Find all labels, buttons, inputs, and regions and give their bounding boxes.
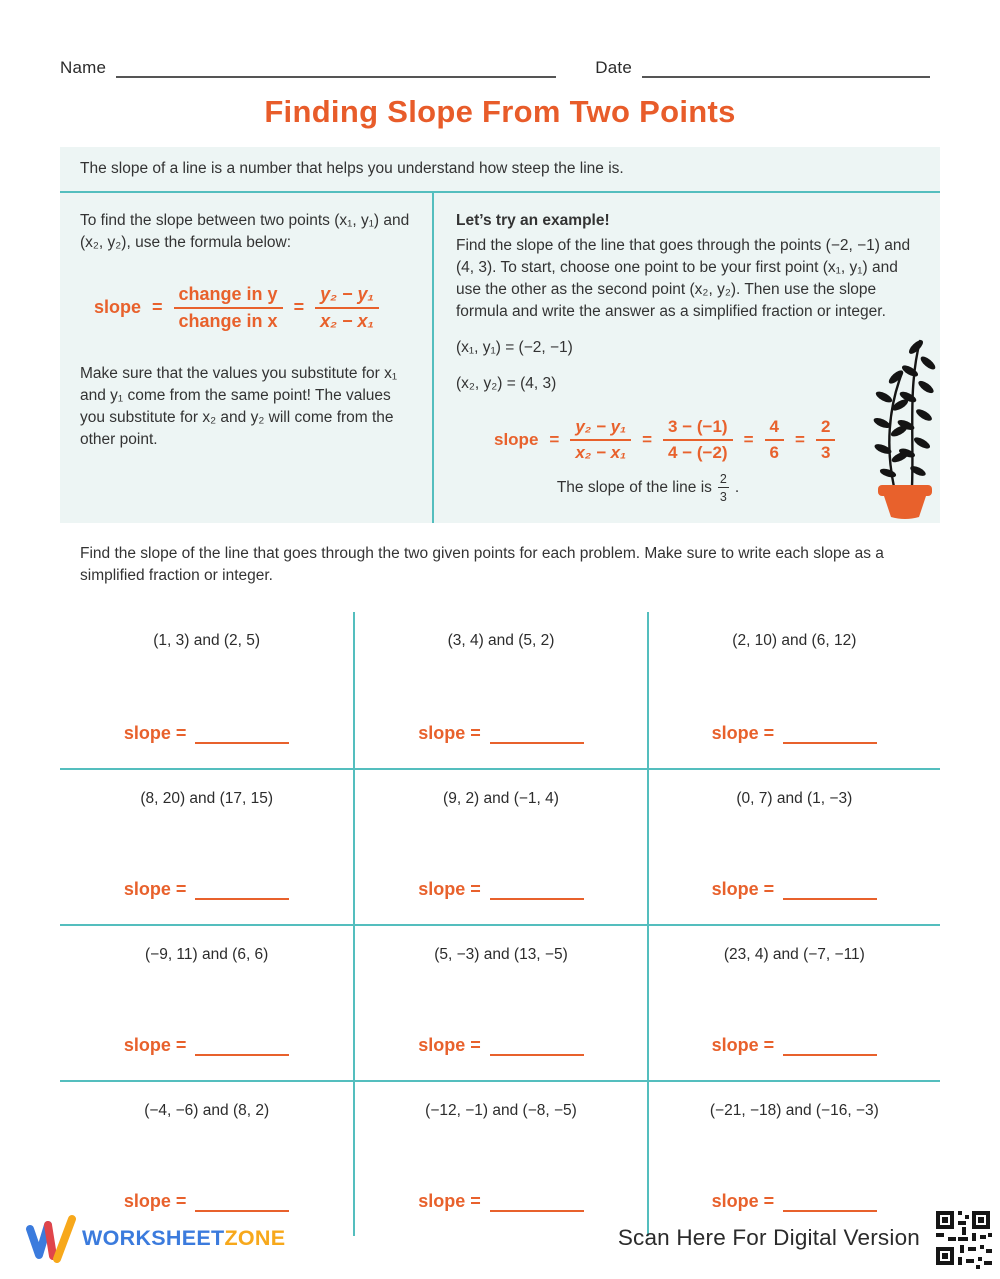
slope-answer-row: slope = bbox=[712, 723, 878, 744]
answer-blank[interactable] bbox=[783, 1040, 877, 1056]
variable-fraction: $\frac{\text{y₂ − y₁}}{\text{x₂ − x₁}}$ bbox=[315, 284, 379, 331]
slope-answer-row: slope = bbox=[124, 1035, 290, 1056]
name-blank-line[interactable] bbox=[116, 56, 556, 78]
equals-sign: = bbox=[795, 429, 805, 449]
intro-lead: The slope of a line is a number that helps you understand how steep the line is. bbox=[80, 160, 624, 177]
slope-answer-row: slope = bbox=[712, 1035, 878, 1056]
formula-column bbox=[60, 193, 432, 523]
slope-answer-row: slope = bbox=[124, 879, 290, 900]
answer-blank[interactable] bbox=[195, 1040, 289, 1056]
problem-cell-1 bbox=[60, 612, 353, 768]
slope-answer-row: slope = bbox=[418, 1035, 584, 1056]
answer-blank[interactable] bbox=[195, 884, 289, 900]
qr-code bbox=[932, 1207, 994, 1269]
worksheet-zone-logo bbox=[24, 1213, 285, 1263]
problem-cell-2 bbox=[353, 612, 646, 768]
scan-here-text: Scan Here For Digital Version bbox=[617, 1225, 920, 1250]
change-fraction: $\frac{\text{change in y}}{\text{change in x}}$ bbox=[174, 284, 283, 331]
problem-points: (9, 2) and (−1, 4) bbox=[443, 789, 559, 807]
unsimplified-fraction: $\frac{4}{6}$ bbox=[765, 417, 784, 462]
example-conclusion: The slope of the line is $\frac{2}{3}$ . bbox=[556, 472, 740, 505]
equals-sign: = bbox=[152, 297, 163, 318]
date-label: Date bbox=[595, 58, 632, 77]
example-title: Let’s try an example! bbox=[456, 212, 610, 229]
equals-sign: = bbox=[642, 429, 653, 449]
problem-points: (−12, −1) and (−8, −5) bbox=[425, 1101, 577, 1119]
slope-answer-row: slope = bbox=[712, 879, 878, 900]
given-point-1: (x₁, y₁) = (−2, −1) bbox=[456, 339, 573, 356]
equals-sign: = bbox=[743, 429, 754, 449]
problem-points: (2, 10) and (6, 12) bbox=[732, 631, 857, 649]
formula-intro-text: To find the slope between two points (x₁, y₁) and (x₂, y₂), use the formula below: bbox=[80, 212, 410, 251]
formula-note-text: Make sure that the values you substitute for x₁ and y₁ come from the same point! The values you substitute for x₂ and y₂ will come from the other point. bbox=[80, 365, 398, 449]
equals-sign: = bbox=[549, 429, 560, 449]
problem-cell-6 bbox=[647, 768, 940, 924]
problem-points: (−21, −18) and (−16, −3) bbox=[709, 1101, 879, 1119]
name-label: Name bbox=[60, 58, 107, 77]
problem-points: (5, −3) and (13, −5) bbox=[434, 945, 568, 963]
slope-word: slope bbox=[94, 297, 142, 318]
slope-formula bbox=[94, 284, 414, 331]
slope-answer-row: slope = bbox=[124, 1191, 290, 1212]
slope-answer-row: slope = bbox=[418, 1191, 584, 1212]
answer-blank[interactable] bbox=[490, 884, 584, 900]
answer-fraction: $\frac{2}{3}$ bbox=[719, 472, 727, 505]
problem-cell-3 bbox=[647, 612, 940, 768]
equals-sign: = bbox=[293, 297, 305, 318]
problem-cell-4 bbox=[60, 768, 353, 924]
name-field bbox=[60, 56, 569, 78]
header bbox=[0, 56, 1000, 78]
potted-plant-illustration bbox=[862, 325, 950, 521]
info-box bbox=[60, 147, 940, 523]
problem-cell-9 bbox=[647, 924, 940, 1080]
slope-answer-row: slope = bbox=[418, 723, 584, 744]
slope-answer-row: slope = bbox=[124, 723, 290, 744]
worksheet-instructions: Find the slope of the line that goes through the two given points for each problem. Make sure to write each slope as a simplified fraction or integer. bbox=[80, 544, 884, 585]
given-point-2: (x₂, y₂) = (4, 3) bbox=[456, 375, 557, 392]
logo-text: WORKSHEETZONE bbox=[82, 1225, 286, 1250]
problem-cell-8 bbox=[353, 924, 646, 1080]
problem-points: (−4, −6) and (8, 2) bbox=[144, 1101, 270, 1119]
answer-blank[interactable] bbox=[783, 728, 877, 744]
problems-grid bbox=[60, 612, 940, 1236]
slope-answer-row: slope = bbox=[712, 1191, 878, 1212]
example-equation bbox=[494, 417, 920, 462]
page-title: Finding Slope From Two Points bbox=[264, 94, 736, 129]
problem-cell-7 bbox=[60, 924, 353, 1080]
footer bbox=[0, 1205, 1000, 1279]
answer-blank[interactable] bbox=[783, 884, 877, 900]
problem-points: (1, 3) and (2, 5) bbox=[153, 631, 261, 649]
problem-cell-5 bbox=[353, 768, 646, 924]
substituted-fraction: $\frac{3 - (-1)}{4 - (-2)}$ bbox=[663, 417, 733, 462]
date-field bbox=[595, 56, 930, 78]
simplified-fraction: $\frac{2}{3}$ bbox=[816, 417, 835, 462]
example-column bbox=[434, 193, 940, 523]
slope-answer-row: slope = bbox=[418, 879, 584, 900]
date-blank-line[interactable] bbox=[642, 56, 930, 78]
answer-blank[interactable] bbox=[195, 728, 289, 744]
variable-fraction: $\frac{\text{y₂ − y₁}}{\text{x₂ − x₁}}$ bbox=[570, 417, 631, 462]
answer-blank[interactable] bbox=[490, 728, 584, 744]
example-text: Find the slope of the line that goes through the points (−2, −1) and (4, 3). To start, choose one point to be your first point (x₁, y₁) and use the other as the second point (x₂, y₂). Then use the slope formula and write the answer as a simplified fraction or integer. bbox=[456, 237, 911, 320]
problem-points: (23, 4) and (−7, −11) bbox=[723, 945, 865, 963]
answer-blank[interactable] bbox=[490, 1040, 584, 1056]
problem-points: (−9, 11) and (6, 6) bbox=[144, 945, 269, 963]
problem-points: (3, 4) and (5, 2) bbox=[447, 631, 555, 649]
problem-points: (0, 7) and (1, −3) bbox=[736, 789, 853, 807]
problem-points: (8, 20) and (17, 15) bbox=[140, 789, 274, 807]
slope-word: slope bbox=[494, 429, 539, 449]
logo-w-icon bbox=[24, 1213, 76, 1263]
